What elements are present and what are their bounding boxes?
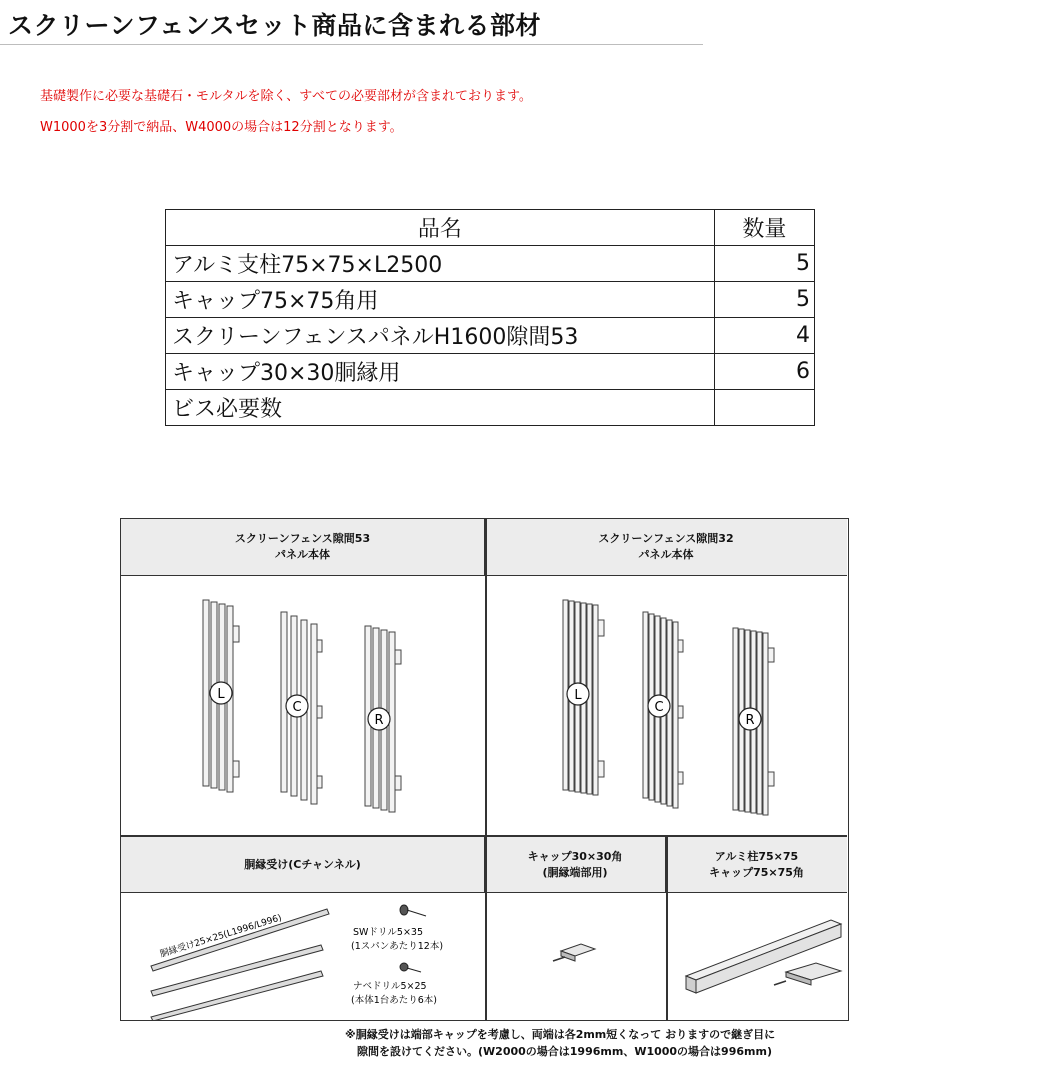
panel53-header xyxy=(121,519,485,576)
table-header-row xyxy=(166,210,815,246)
panel53-label-c: C xyxy=(292,700,302,715)
note-foundation: 基礎製作に必要な基礎石・モルタルを除く、すべての必要部材が含まれております。 xyxy=(40,89,532,104)
panel32-illustration xyxy=(485,576,847,835)
post-header xyxy=(666,837,847,893)
table-row xyxy=(166,390,815,426)
part-qty xyxy=(714,390,814,426)
parts-table xyxy=(165,209,815,426)
column-header-qty: 数量 xyxy=(714,210,814,246)
panel32-label-r: R xyxy=(745,713,755,728)
part-name: ビス必要数 xyxy=(166,390,715,426)
cap30-header xyxy=(485,837,666,893)
title-divider xyxy=(0,44,703,45)
post-illustration xyxy=(666,893,847,1020)
footnote-line1: ※胴縁受けは端部キャップを考慮し、両端は各2mm短くなって おりますので継ぎ目に xyxy=(345,1028,776,1041)
table-row xyxy=(166,282,815,318)
column-header-name: 品名 xyxy=(166,210,715,246)
channel-label: 胴縁受け25×25(L1996/L996) xyxy=(158,913,283,960)
panel32-header-line2: パネル本体 xyxy=(638,548,694,561)
channel-header xyxy=(121,837,485,893)
panel53-header-line2: パネル本体 xyxy=(275,548,330,561)
table-row xyxy=(166,318,815,354)
channel-illustration xyxy=(121,893,485,1020)
part-name: キャップ75×75角用 xyxy=(166,282,715,318)
part-name: キャップ30×30胴縁用 xyxy=(166,354,715,390)
cap30-illustration xyxy=(485,893,666,1020)
post-header-line1: アルミ柱75×75 xyxy=(714,849,799,863)
panel53-label-l: L xyxy=(217,687,225,702)
panel53-illustration xyxy=(121,576,485,835)
page-title: スクリーンフェンスセット商品に含まれる部材 xyxy=(8,11,542,40)
panel53-header-line1: スクリーンフェンス隙間53 xyxy=(234,532,371,545)
part-qty: 4 xyxy=(714,318,814,354)
part-qty: 5 xyxy=(714,246,814,282)
table-row xyxy=(166,246,815,282)
cap30-header-line1: キャップ30×30角 xyxy=(527,849,623,863)
panel32-header-line1: スクリーンフェンス隙間32 xyxy=(598,532,734,545)
panel32-label-c: C xyxy=(654,700,664,715)
screw2-note: (本体1台あたり6本) xyxy=(351,995,438,1006)
panel53-label-r: R xyxy=(374,713,384,728)
part-qty: 6 xyxy=(714,354,814,390)
screw1-name: SWドリル5×35 xyxy=(353,927,424,938)
channel-header-text: 胴縁受け(Cチャンネル) xyxy=(244,857,361,871)
footnote-line2: 隙間を設けてください。(W2000の場合は1996mm、W1000の場合は996mm) xyxy=(357,1045,772,1058)
cap30-header-line2: (胴縁端部用) xyxy=(542,865,608,879)
part-name: スクリーンフェンスパネルH1600隙間53 xyxy=(166,318,715,354)
panel32-label-l: L xyxy=(574,688,582,703)
part-qty: 5 xyxy=(714,282,814,318)
footnote xyxy=(345,1026,775,1060)
post-header-line2: キャップ75×75角 xyxy=(709,865,804,879)
part-name: アルミ支柱75×75×L2500 xyxy=(166,246,715,282)
panel32-header xyxy=(485,519,847,576)
table-row xyxy=(166,354,815,390)
note-division: W1000を3分割で納品、W4000の場合は12分割となります。 xyxy=(40,120,403,135)
parts-diagram xyxy=(120,518,849,1021)
screw1-note: (1スパンあたり12本) xyxy=(351,941,444,952)
screw2-name: ナベドリル5×25 xyxy=(353,981,427,992)
